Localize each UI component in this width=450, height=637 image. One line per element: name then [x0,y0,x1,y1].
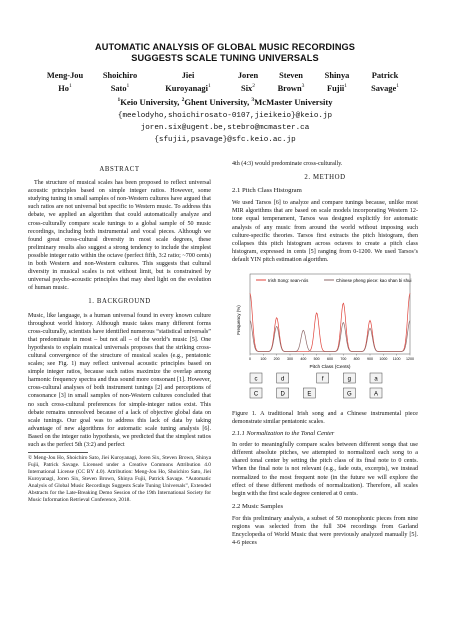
figure-1 [232,268,418,408]
title-line: AUTOMATIC ANALYSIS OF GLOBAL MUSIC RECORDINGS [94,42,356,52]
abstract-text: The structure of musical scales has been proposed to reflect universal acoustic principles based on simple integer ratios. However, some studying tuning in small samples of non-Western cultures have argued that such ratios are not universal but specific to Western music. To address this debate, we applied an algorithm that could automatically analyze and cross-culturally compare scale tunings to a global sample of 50 music recordings, including both instrumental and vocal pieces. Although we found great cross-cultural diversity in most scale degrees, these preliminary results also suggest a strong tendency to include the simplest possible integer ratio within the octave (perfect fifth, 3:2 ratio; ~700 cents) in both Western and non-Western cultures. This suggests that cultural diversity in musical scales is not without limit, but is constrained by universal psycho-acoustic principles that may shed light on the evolution of human music. [28,180,211,292]
subsection-heading: 2.2 Music Samples [232,502,284,510]
pitch-top-label: c [254,376,258,383]
email-line: {meelodyho,shoichirosato-0107,jieikeio}@keio.jp [117,112,333,120]
subsection-heading: 2.1 Pitch Class Histogram [232,187,302,195]
subsubsection-heading: 2.1.1 Normalization to the Tonal Center [232,430,335,438]
method-heading: 2. METHOD [304,174,346,182]
x-tick-label: 1100 [392,357,401,362]
author: Patrick Savage$^1$ [371,71,399,93]
abstract-heading: ABSTRACT [99,166,140,173]
pitch-bottom-label: G [346,391,352,398]
left-column [28,160,211,503]
pitch-top-label: g [347,376,352,383]
title-line: SUGGESTS SCALE TUNING UNIVERSALS [131,53,319,63]
method-text: We used Tarsos [6] to analyze and compare tunings because, unlike most MIR algorithms that are based on scale models incorporating Western 12-tone equal temperament, Tarsos was designed explicitly for automatic analysis of any music from around the world without imposing such culture-specific theories. Tarsos first extracts the pitch histogram, then collapses this pitch histogram across octaves to create a pitch class histogram, expressed in cents [5] ranging from 0-1200. We used Tarsos’s default YIN pitch estimation algorithm. [232,200,418,263]
figure-caption: Figure 1. A traditional Irish song and a Chinese instrumental piece demonstrate similar pentatonic scales. [232,411,418,426]
author-list [40,70,415,96]
x-tick-label: 200 [273,357,280,362]
continued-text: 4th (4:3) would predominate cross-culturally. [232,161,343,167]
pitch-bottom-label: A [373,391,379,398]
author: Shinya Fujii$^1$ [324,71,350,93]
email-line: {sfujii,psavage}@sfc.keio.ac.jp [154,136,296,144]
plot-frame [250,274,410,354]
pitch-top-label: d [280,376,285,383]
x-tick-label: 1200 [406,357,414,362]
author: Joren Six$^2$ [237,71,259,93]
background-heading: 1. BACKGROUND [88,298,151,306]
author: Meng-Jou Ho$^1$ [46,71,84,93]
legend-label: Irish Song: sean-nós [268,278,309,284]
affiliations: $^1$Keio University, $^2$Ghent University, $^3$McMaster University [117,97,333,107]
x-tick-label: 100 [260,357,267,362]
pitch-top-label: f [321,376,324,383]
samples-text: For this preliminary analysis, a subset of 50 monophonic pieces from nine regions was selected from the full 304 recordings from Garland Encyclopedia of World Music that were previously analyzed manually [5]. 4-6 pieces [232,515,418,547]
right-column [232,160,418,549]
x-tick-label: 900 [367,357,373,362]
author: Jiei Kuroyanagi$^1$ [165,71,211,93]
copyright-footnote: © Meng-Jou Ho, Shoichiro Sato, Jiei Kuroyanagi, Joren Six, Steven Brown, Shinya Fujii, Patrick Savage. Licensed under a Creative Commons Attribution 4.0 International License (CC BY 4.0). Attribution: Meng-Jou Ho, Shoichiro Sato, Jiei Kuroyanagi, Joren Six, Steven Brown, Shinya Fujii, Patrick Savage. “Automatic Analysis of Global Music Recordings Suggests Scale Tuning Universals”, Extended Abstracts for the Late-Breaking Demo Session of the 19th International Society for Music Information Retrieval Conference, 2018. [28,455,211,503]
x-tick-label: 400 [300,357,307,362]
x-tick-label: 0 [249,357,251,362]
x-tick-label: 300 [287,357,293,362]
pitch-bottom-label: E [307,391,312,398]
pitch-bottom-label: C [253,391,259,398]
email-line: joren.six@ugent.be,stebro@mcmaster.ca [140,124,310,132]
author: Steven Brown$^3$ [277,71,305,93]
legend-label: Chinese pheng piece: kao shan bi shui [336,278,412,284]
y-axis-label: Frequency (%) [236,305,241,335]
x-tick-label: 1000 [379,357,388,362]
background-paragraph: Music, like language, is a human universal found in every known culture throughout world history. Although music takes many different forms cross-culturally, scientists have identified numerous “statistical universals” that predominate in most – but not all – of the world’s music [5]. One hypothesis to explain musical universals proposes that the striking cross-cultural convergence of the structure of musical scales (e.g., pentatonic scales; see Fig. 1) may reflect universal acoustic principles based on simple integer ratios, because such ratios maximize the overlap among harmonic frequency spectra and thus sound more consonant [1]. However, cross-cultural analyses of both instrument tunings [2] and perceptions of consonance [3] in small samples of non-Western cultures concluded that no such cross-cultural preferences for simple-integer ratios exist. This debate remains unresolved because of a lack of objective global data on scale tunings. Our goal was to address this lack of data by taking advantage of new algorithms for automatic scale tuning analysis [6]. Based on the integer ratio hypothesis, we predicted that the simplest ratios such as the perfect 5th (3:2) and perfect [28,312,211,448]
x-axis-label: Pitch Class (Cents) [309,365,351,371]
pitch-top-label: a [374,376,378,383]
author: Shoichiro Sato$^1$ [102,71,138,93]
x-tick-label: 600 [327,357,333,362]
pitch-histogram-chart [232,268,418,408]
x-tick-label: 800 [353,357,360,362]
paper-title [30,42,420,64]
footnote-rule [28,452,88,453]
pitch-bottom-label: D [280,391,285,398]
normalization-text: In order to meaningfully compare scales between different songs that use different absolute pitches, we attempted to normalized each song to a shared tonal center by setting the pitch class of its final note to 0 cents. When the final note is not relevant (e.g., fade outs, excerpts), we instead normalized to the most frequent note (in the future we will explore the effect of these different methods of normalization). Therefore, all scales begin with the first scale degree centered at 0 cents. [232,442,418,497]
x-tick-label: 500 [313,357,320,362]
x-tick-label: 700 [340,357,347,362]
